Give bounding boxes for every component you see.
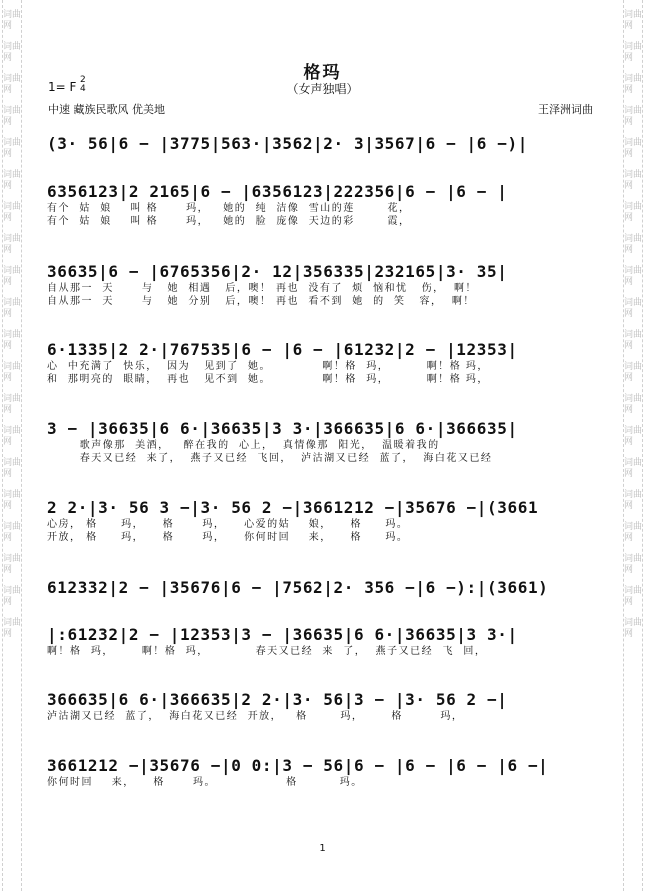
watermark-text: 词曲网	[3, 138, 22, 159]
lyric-line: 歌声像那 美酒， 醉在我的 心上， 真情像那 阳光， 温暖着我的	[47, 440, 440, 451]
watermark-left	[2, 0, 22, 891]
watermark-text: 词曲网	[624, 394, 643, 415]
watermark-text: 词曲网	[624, 554, 643, 575]
key-signature: 1= F	[48, 80, 77, 94]
watermark-text: 词曲网	[3, 42, 22, 63]
notation-line: 36635|6 − |6765356|2· 12|356335|232165|3· 35|	[47, 262, 508, 281]
score-row	[47, 419, 603, 465]
watermark-text: 词曲网	[624, 298, 643, 319]
watermark-text: 词曲网	[624, 618, 643, 639]
song-subtitle: （女声独唱）	[286, 82, 359, 96]
page-number: 1	[319, 843, 326, 854]
lyric-line: 心 中充满了 快乐， 因为 见到了 她。 啊！格 玛， 啊！格 玛，	[47, 361, 489, 372]
watermark-text: 词曲网	[624, 426, 643, 447]
watermark-text: 词曲网	[3, 298, 22, 319]
score-row	[47, 756, 603, 789]
watermark-text: 词曲网	[3, 362, 22, 383]
watermark-text: 词曲网	[3, 202, 22, 223]
watermark-text: 词曲网	[3, 490, 22, 511]
lyric-line: 自从那一 天 与 她 相遇 后，噢！ 再也 没有了 烦 恼和忧 伤， 啊！	[47, 283, 478, 294]
notation-line: 612332|2 − |35676|6 − |7562|2· 356 −|6 −):|(3661)	[47, 578, 549, 597]
watermark-text: 词曲网	[3, 458, 22, 479]
notation-line: 6356123|2 2165|6 − |6356123|222356|6 − |6 − |	[47, 182, 508, 201]
watermark-text: 词曲网	[624, 106, 643, 127]
score-row	[47, 578, 603, 598]
notation-line: (3· 56|6 − |3775|563·|3562|2· 3|3567|6 − |6 −)|	[47, 134, 528, 153]
watermark-text: 词曲网	[3, 170, 22, 191]
watermark-right	[623, 0, 643, 891]
watermark-text: 词曲网	[624, 490, 643, 511]
notation-line: 3661212 −|35676 −|0 0:|3 − 56|6 − |6 − |6 − |6 −|	[47, 756, 549, 775]
watermark-text: 词曲网	[3, 10, 22, 31]
watermark-text: 词曲网	[624, 330, 643, 351]
score-row	[47, 182, 603, 228]
watermark-text: 词曲网	[3, 330, 22, 351]
lyric-line: 和 那明亮的 眼睛， 再也 见不到 她。 啊！格 玛， 啊！格 玛，	[47, 374, 489, 385]
notation-line: |:61232|2 − |12353|3 − |36635|6 6·|36635|3 3·|	[47, 625, 518, 644]
watermark-text: 词曲网	[624, 362, 643, 383]
credit: 王泽洲词曲	[538, 103, 593, 116]
lyric-line: 泸沽湖又已经 蓝了， 海白花又已经 开放， 格 玛， 格 玛，	[47, 711, 464, 722]
song-title: 格玛	[303, 63, 342, 83]
watermark-text: 词曲网	[3, 106, 22, 127]
watermark-text: 词曲网	[3, 554, 22, 575]
lyric-line: 心房， 格 玛， 格 玛， 心爱的姑 娘， 格 玛。	[47, 519, 409, 530]
watermark-text: 词曲网	[3, 394, 22, 415]
watermark-text: 词曲网	[3, 266, 22, 287]
lyric-line: 有个 姑 娘 叫 格 玛， 她的 纯 洁像 雪山的莲 花，	[47, 203, 411, 214]
score-row	[47, 498, 603, 544]
notation-line: 2 2·|3· 56 3 −|3· 56 2 −|3661212 −|35676 −|(3661	[47, 498, 539, 517]
watermark-text: 词曲网	[624, 10, 643, 31]
time-signature	[80, 76, 86, 94]
watermark-text: 词曲网	[624, 522, 643, 543]
lyric-line: 啊！格 玛， 啊！格 玛， 春天又已经 来 了， 燕子又已经 飞 回，	[47, 646, 487, 657]
lyric-line: 有个 姑 娘 叫 格 玛， 她的 脸 庞像 天边的彩 霞，	[47, 216, 411, 227]
watermark-text: 词曲网	[3, 426, 22, 447]
watermark-text: 词曲网	[624, 458, 643, 479]
watermark-text: 词曲网	[3, 522, 22, 543]
watermark-text: 词曲网	[3, 74, 22, 95]
watermark-text: 词曲网	[624, 138, 643, 159]
watermark-text: 词曲网	[624, 74, 643, 95]
notation-line: 3 − |36635|6 6·|36635|3 3·|366635|6 6·|366635|	[47, 419, 518, 438]
lyric-line: 你何时回 来， 格 玛。 格 玛。	[47, 777, 363, 788]
score-row	[47, 262, 603, 308]
watermark-text: 词曲网	[624, 202, 643, 223]
watermark-text: 词曲网	[624, 586, 643, 607]
watermark-text: 词曲网	[3, 618, 22, 639]
lyric-line: 自从那一 天 与 她 分别 后，噢！ 再也 看不到 她 的 笑 容， 啊！	[47, 296, 475, 307]
watermark-text: 词曲网	[3, 234, 22, 255]
lyric-line: 春天又已经 来了， 燕子又已经 飞回， 泸沽湖又已经 蓝了， 海白花又已经	[47, 453, 493, 464]
watermark-text: 词曲网	[624, 170, 643, 191]
score-row	[47, 340, 603, 386]
lyric-line: 开放， 格 玛， 格 玛， 你何时回 来， 格 玛。	[47, 532, 409, 543]
score-row	[47, 625, 603, 658]
watermark-text: 词曲网	[624, 234, 643, 255]
notation-line: 366635|6 6·|366635|2 2·|3· 56|3 − |3· 56 2 −|	[47, 690, 508, 709]
time-signature-bottom: 4	[80, 84, 86, 94]
watermark-text: 词曲网	[3, 586, 22, 607]
score-row	[47, 690, 603, 723]
tempo-style: 中速 藏族民歌风 优美地	[48, 103, 165, 116]
score-row	[47, 134, 603, 154]
time-signature-top: 2	[80, 75, 86, 85]
watermark-text: 词曲网	[624, 266, 643, 287]
notation-line: 6·1335|2 2·|767535|6 − |6 − |61232|2 − |12353|	[47, 340, 518, 359]
watermark-text: 词曲网	[624, 42, 643, 63]
